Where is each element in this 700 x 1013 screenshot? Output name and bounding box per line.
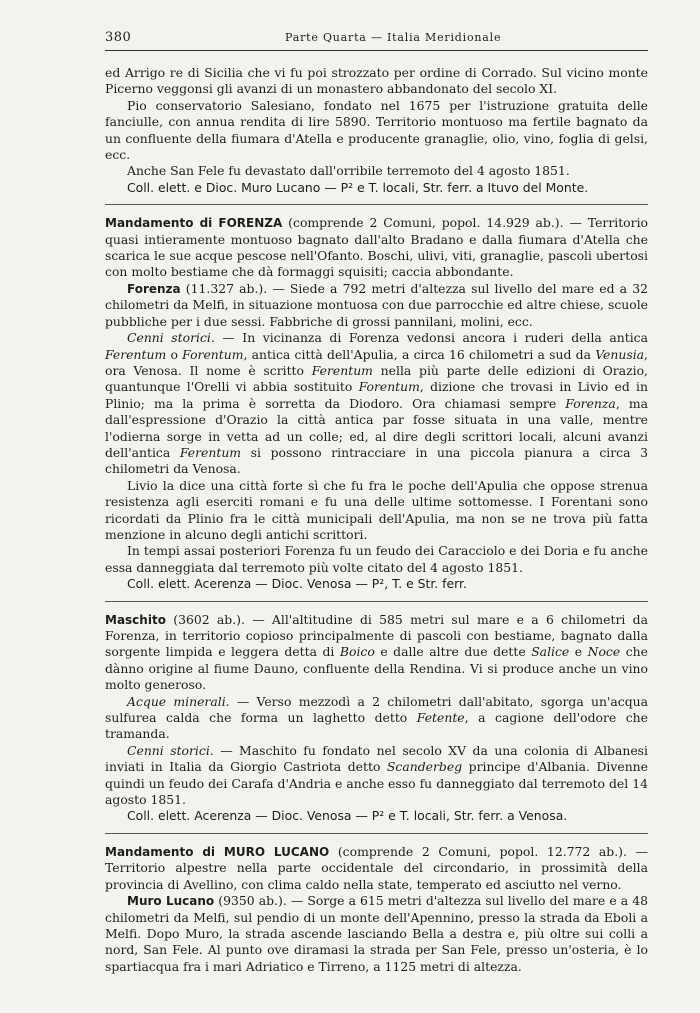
text-run: , a cagione dell'odore che tramanda. [105,710,649,742]
text-run: principe d'Albania. Divenne quindi un feudo dei Carafa d'Andria e anche esso fu danneggiato dal terremoto del 14 agosto 1851. [105,759,648,808]
electoral-info-line: Coll. elett. e Dioc. Muro Lucano — P² e T. locali, Str. ferr. a Ituvo del Monte. [127,179,589,195]
text-run: e dalle altre due dette [374,644,532,660]
paragraph [105,844,648,893]
italic-text: Forentum [358,379,420,395]
text-run: , antica città dell'Apulia, a circa 16 chilometri a sud da [243,346,596,362]
italic-text: Acque minerali. [127,693,230,709]
italic-text: Scanderbeg [386,759,463,775]
section [105,612,648,825]
paragraph [105,893,648,975]
italic-text: Venusia [595,346,645,362]
paragraph [105,612,648,694]
italic-text: Ferentum [311,362,373,378]
italic-text: Boico [339,644,375,660]
electoral-info-line: Coll. elett. Acerenza — Dioc. Venosa — P² e T. locali, Str. ferr. a Venosa. [127,808,568,824]
electoral-info-line: Coll. elett. Acerenza — Dioc. Venosa — P², T. e Str. ferr. [127,576,467,592]
page-header [105,22,648,51]
section-divider [105,204,648,205]
italic-text: Ferentum [179,444,242,460]
italic-text: Fetente [416,710,465,726]
paragraph [105,543,648,576]
section [105,215,648,592]
text-run: si possono rintracciare in una piccola pianura a circa 3 chilometri da Venosa. [105,444,649,477]
text-run: o [166,346,183,362]
paragraph [105,215,648,281]
text-run: ed Arrigo re di Sicilia che vi fu poi strozzato per ordine di Corrado. Sul vicino monte Picerno veggonsi gli avanzi di un monastero abbandonato del secolo XI. [105,65,648,97]
paragraph [105,743,648,809]
entry-heading: Mandamento di MURO LUCANO [105,844,330,859]
paragraph [105,478,648,544]
paragraph [105,65,648,98]
italic-text: Cenni storici. [127,742,214,758]
italic-text: Noce [587,644,621,660]
entry-heading: Maschito [105,612,166,627]
italic-text: Forentum [182,346,244,362]
text-run: — Maschito fu fondato nel secolo XV da una colonia di Albanesi inviati in Italia da Giorgio Castriota detto [105,742,648,775]
text-run: Pio conservatorio Salesiano, fondato nel 1675 per l'istruzione gratuita delle fanciulle, con annua rendita di lire 5890. Territorio montuoso ma fertile bagnato da un confluente della fiumara d'Atella e producente granaglie, olio, vino, foglia di gelsi, ecc. [105,97,648,163]
text-run: (9350 ab.). — Sorge a 615 metri d'altezza sul livello del mare e a 48 chilometri da Melfi, sul pendio di un monte dell'Apennino, presso la strada da Eboli a Melfi. Dopo Muro, la strada ascende lasciando Bella a destra e, più oltre sui colli a nord, San Fele. Al punto ove diramasi la strada per San Fele, presso un'osteria, è lo spartiacqua fra i mari Adriatico e Tirreno, a 1125 metri di altezza. [105,893,648,974]
text-run: , ma dall'espressione d'Orazio la città antica par fosse situata in una valle, mentre l'odierna sorge in vetta ad un colle; ed, al dire degli scrittori locali, alcuni avanzi dell'antica [105,395,649,460]
running-title: Parte Quarta — Italia Meridionale [285,31,502,44]
paragraph [105,330,648,478]
entry-heading: Mandamento di FORENZA [105,216,283,231]
text-run: e [569,644,588,660]
text-run: (comprende 2 Comuni, popol. 12.772 ab.). — Territorio alpestre nella parte occidentale del circondario, in prossimità della provincia di Avellino, con clima caldo nella state, temperato ed asciutto nel verno. [105,843,648,892]
section [105,844,648,975]
italic-text: Salice [531,644,570,660]
page-body [105,65,648,975]
section-divider [105,833,648,834]
text-run: , ora Venosa. Il nome è scritto [105,346,648,378]
text-run: — Verso mezzodì a 2 chilometri dall'abitato, sgorga un'acqua sulfurea calda che forma un laghetto detto [105,693,648,726]
text-run: (comprende 2 Comuni, popol. 14.929 ab.). — Territorio quasi intieramente montuoso bagnato dall'alto Bradano e dalla fiumara d'Atella che scarica le sue acque pescose nell'Ofanto. Boschi, ulivi, viti, granaglie, pascoli ubertosi con molto bestiame che dà formaggi squisiti; caccia abbondante. [105,215,648,280]
paragraph [105,163,648,179]
section-divider [105,601,648,602]
italic-text: Cenni storici. [127,330,215,346]
entry-heading: Forenza [127,281,181,296]
entry-heading: Muro Lucano [127,894,215,909]
text-run: (3602 ab.). — All'altitudine di 585 metri sul mare e a 6 chilometri da Forenza, in territorio copioso principalmente di pascoli con bestiame, bagnato dalla sorgente limpida e leggera detta di [105,611,648,660]
text-run: In tempi assai posteriori Forenza fu un feudo dei Caracciolo e dei Doria e fu anche essa danneggiata dal terremoto più volte citato del 4 agosto 1851. [105,543,648,575]
italic-text: Ferentum [105,346,167,362]
text-run: Livio la dice una città forte sì che fu fra le poche dell'Apulia che oppose strenua resistenza agli eserciti romani e fu una delle ultime sottomesse. I Forentani sono ricordati da Plinio fra le città municipali dell'Apulia, ma non se ne trova più fatta menzione in alcuno degli antichi scrittori. [105,477,648,542]
text-run: Anche San Fele fu devastato dall'orribile terremoto del 4 agosto 1851. [127,163,570,179]
section [105,65,648,196]
italic-text: Forenza [565,395,616,411]
text-run: nella più parte delle edizioni di Orazio, quantunque l'Orelli vi abbia sostituito [105,362,648,395]
text-run: , dizione che trovasi in Livio ed in Plinio; ma la prima è sorretta da Diodoro. Ora chiamasi sempre [105,379,648,411]
paragraph [105,281,648,330]
page-number: 380 [105,30,132,45]
paragraph [105,694,648,743]
text-run: che dànno origine al fiume Dauno, confluente della Rendina. Vi si produce anche un vino molto generoso. [105,644,648,693]
paragraph [105,98,648,164]
text-run: — In vicinanza di Forenza vedonsi ancora i ruderi della antica [214,330,648,346]
text-run: (11.327 ab.). — Siede a 792 metri d'altezza sul livello del mare ed a 32 chilometri da Melfi, in situazione montuosa con due parrocchie ed altre chiese, scuole pubbliche per i due sessi. Fabbriche di grossi pannilani, molini, ecc. [105,280,648,329]
